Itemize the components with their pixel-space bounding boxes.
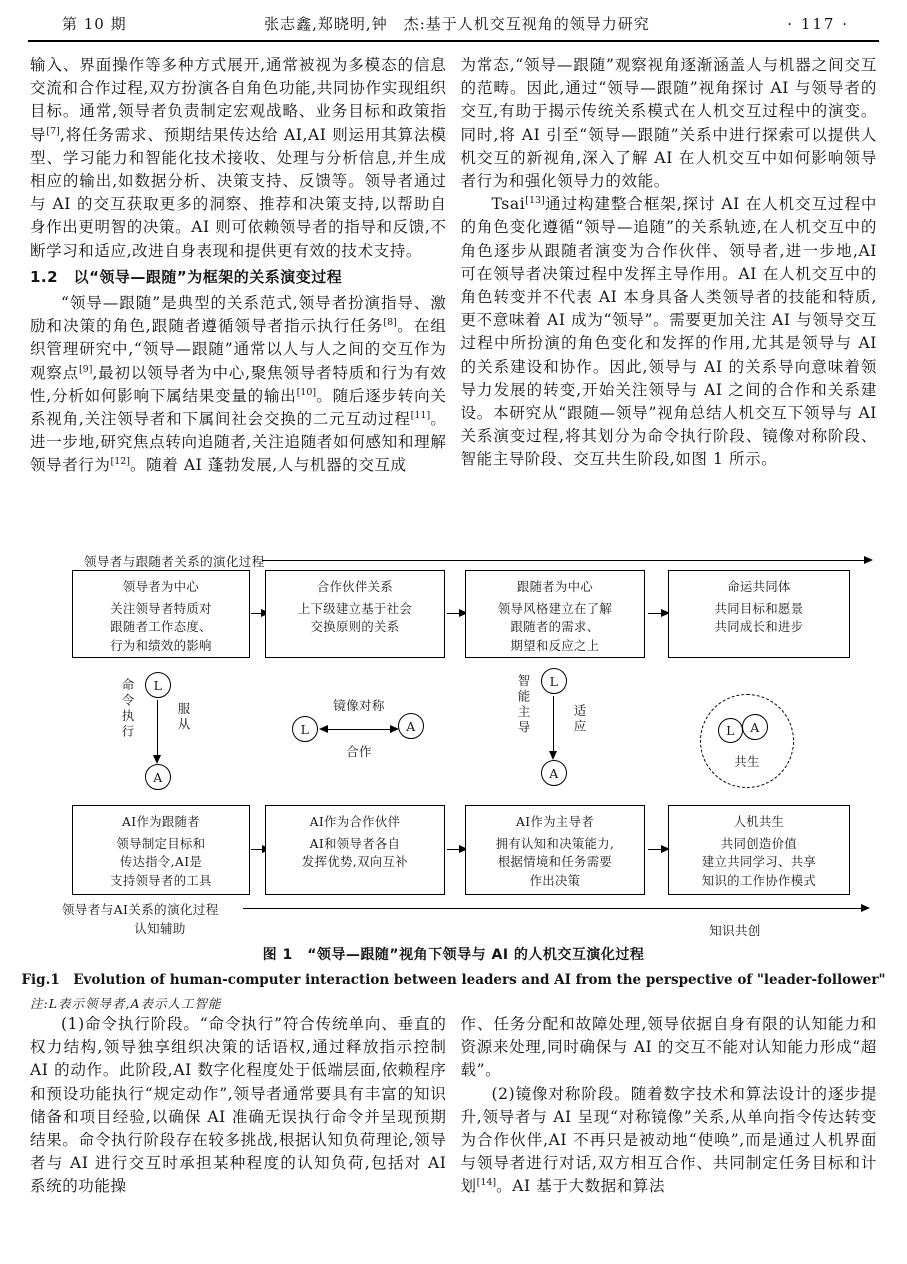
box-line: 关注领导者特质对 bbox=[110, 601, 212, 616]
ai-role-box-partner bbox=[265, 805, 445, 895]
box-arrow bbox=[447, 613, 459, 614]
bottom-axis-label: 领导者与AI关系的演化过程 bbox=[62, 902, 219, 917]
bottom-left-column bbox=[30, 1013, 447, 1229]
stage1-right-label: 服从 bbox=[176, 702, 191, 733]
stage2-top-label: 镜像对称 bbox=[333, 698, 385, 713]
top-axis-label: 领导者与跟随者关系的演化过程 bbox=[84, 554, 265, 569]
leader-node: L bbox=[718, 718, 743, 743]
box-line: 支持领导者的工具 bbox=[110, 873, 212, 888]
paragraph: 输入、界面操作等多种方式展开,通常被视为多模态的信息交流和合作过程,双方扮演各自角色功能,共同协作实现组织目标。通常,领导者负责制定宏观战略、业务目标和政策指导[7],将任务需求、预期结果传达给 AI,AI 则运用其算法模型、学习能力和智能化技术接收、处理与分析信息,并生成相应的输出,如数据分析、决策支持、反馈等。领导者通过与 AI 的交互获取更多的洞察、推荐和决策支持,以帮助自身作出更明智的决策。AI 则可依赖领导者的指导和反馈,不断学习和适应,改进自身表现和提供更有效的技术支持。 bbox=[30, 56, 447, 260]
box-title: 跟随者为中心 bbox=[516, 580, 594, 594]
leader-node: L bbox=[145, 672, 171, 698]
figure-note: 注:L表示领导者,A表示人工智能 bbox=[30, 996, 222, 1011]
stage3-left-label: 智能主导 bbox=[516, 674, 531, 736]
box-line: 作出决策 bbox=[529, 873, 581, 888]
symbiosis-label: 共生 bbox=[734, 755, 760, 769]
top-columns bbox=[30, 54, 877, 546]
evolution-box-follower-centered bbox=[465, 570, 645, 658]
box-line: 跟随者的需求、 bbox=[510, 620, 600, 634]
box-line: 上下级建立基于社会 bbox=[297, 601, 413, 616]
figure-caption-en: Fig.1 Evolution of human-computer interaction between leaders and AI from the perspective of "leader-follower" bbox=[21, 972, 886, 988]
box-line: 传达指令,AI是 bbox=[119, 855, 203, 869]
box-line: 领导制定目标和 bbox=[116, 836, 206, 851]
box-line: 根据情境和任务需要 bbox=[497, 855, 613, 869]
box-arrow bbox=[447, 849, 459, 850]
ai-node: A bbox=[742, 714, 768, 740]
box-arrow bbox=[648, 849, 661, 850]
box-line: 建立共同学习、共享 bbox=[701, 855, 817, 869]
box-line: 行为和绩效的影响 bbox=[110, 638, 212, 653]
ai-role-box-symbiosis bbox=[668, 805, 850, 895]
bottom-axis-right-sublabel: 知识共创 bbox=[709, 923, 761, 938]
stage1-left-label: 命令执行 bbox=[120, 678, 135, 740]
stage3-right-label: 适应 bbox=[572, 704, 587, 735]
box-line: 领导风格建立在了解 bbox=[497, 601, 613, 616]
section-heading-1-2: 1.2 以“领导—跟随”为框架的关系演变过程 bbox=[30, 267, 343, 286]
box-line: 发挥优势,双向互补 bbox=[302, 855, 408, 869]
box-line: 跟随者工作态度、 bbox=[110, 620, 212, 634]
stage2-bottom-label: 合作 bbox=[346, 744, 372, 759]
paragraph: 为常态,“领导—跟随”观察视角逐渐涵盖人与机器之间交互的范畴。因此,通过“领导—跟随”视角探讨 AI 与领导者的交互,有助于揭示传统关系模式在人机交互过程中的演变。同时,将 AI 引至“领导—跟随”关系中进行探索可以提供人机交互的新视角,深入了解 AI 在人机交互中如何影响领导者行为和强化领导力的效能。 bbox=[460, 56, 877, 191]
top-right-column bbox=[461, 54, 878, 546]
paragraph: (1)命令执行阶段。“命令执行”符合传统单向、垂直的权力结构,领导独享组织决策的话语权,通过释放指示控制 AI 的动作。此阶段,AI 数字化程度处于低端层面,依赖程序和预设功能执行“规定动作”,领导者通常要具有丰富的知识储备和项目经验,以确保 AI 准确无误执行命令并呈现预期结果。命令执行阶段存在较多挑战,根据认知负荷理论,领导者与 AI 进行交互时承担某种程度的认知负荷,包括对 AI 系统的功能操 bbox=[30, 1015, 447, 1196]
box-title: AI作为跟随者 bbox=[121, 815, 201, 829]
box-line: 拥有认知和决策能力, bbox=[495, 836, 615, 851]
leader-node: L bbox=[292, 716, 318, 742]
top-axis-arrow bbox=[262, 560, 864, 561]
symbiosis-dashed-circle bbox=[700, 694, 794, 788]
box-line: 期望和反应之上 bbox=[510, 638, 600, 653]
paragraph: “领导—跟随”是典型的关系范式,领导者扮演指导、激励和决策的角色,跟随者遵循领导者指示执行任务[8]。在组织管理研究中,“领导—跟随”通常以人与人之间的交互作为观察点[9],最初以领导者为中心,聚焦领导者特质和行为有效性,分析如何影响下属结果变量的输出[10]。随后逐步转向关系视角,关注领导者和下属间社会交换的二元互动过程[11]。进一步地,研究焦点转向追随者,关注追随者如何感知和理解领导者行为[12]。随着 AI 蓬勃发展,人与机器的交互成 bbox=[30, 294, 447, 475]
leader-node: L bbox=[541, 668, 567, 694]
dominance-arrow-down bbox=[553, 696, 554, 751]
ai-node: A bbox=[541, 760, 567, 786]
ai-node: A bbox=[398, 713, 424, 739]
evolution-box-leader-centered bbox=[72, 570, 250, 658]
header-rule bbox=[28, 40, 879, 42]
command-arrow-down bbox=[157, 700, 158, 755]
bottom-axis-left-sublabel: 认知辅助 bbox=[134, 921, 186, 936]
bottom-right-column bbox=[461, 1013, 878, 1229]
figure-1-diagram bbox=[0, 552, 907, 942]
box-title: 命运共同体 bbox=[727, 580, 791, 594]
box-title: 人机共生 bbox=[733, 815, 785, 829]
box-line: 共同目标和愿景 bbox=[714, 601, 804, 616]
box-line: AI和领导者各自 bbox=[309, 836, 401, 851]
bottom-axis-arrow bbox=[243, 908, 861, 909]
box-arrow bbox=[251, 849, 262, 850]
box-line: 交换原则的关系 bbox=[310, 620, 400, 634]
paragraph: (2)镜像对称阶段。随着数字技术和算法设计的逐步提升,领导者与 AI 呈现“对称镜像”关系,从单向指令传达转变为合作伙伴,AI 不再只是被动地“使唤”,而是通过人机界面与领导者进行对话,双方相互合作、共同制定任务目标和计划[14]。AI 基于大数据和算法 bbox=[460, 1084, 877, 1196]
box-title: 合作伙伴关系 bbox=[316, 580, 394, 594]
mirror-double-arrow bbox=[328, 729, 390, 730]
box-line: 共同成长和进步 bbox=[714, 620, 804, 634]
bottom-columns bbox=[30, 1013, 877, 1229]
top-left-column bbox=[30, 54, 447, 546]
box-line: 共同创造价值 bbox=[720, 836, 798, 851]
box-line: 知识的工作协作模式 bbox=[701, 873, 817, 888]
ai-role-box-dominant bbox=[465, 805, 645, 895]
box-arrow bbox=[251, 613, 261, 614]
box-title: AI作为主导者 bbox=[515, 815, 595, 829]
figure-caption-zh: 图 1 “领导—跟随”视角下领导与 AI 的人机交互演化过程 bbox=[262, 947, 645, 963]
issue-label: 第 10 期 bbox=[62, 15, 127, 33]
ai-node: A bbox=[145, 764, 171, 790]
running-title: 张志鑫,郑晓明,钟 杰:基于人机交互视角的领导力研究 bbox=[264, 15, 650, 33]
evolution-box-community bbox=[668, 570, 850, 658]
page-number: · 117 · bbox=[787, 15, 849, 33]
page-header bbox=[30, 13, 877, 34]
box-arrow bbox=[648, 613, 661, 614]
paragraph: 作、任务分配和故障处理,领导依据自身有限的认知能力和资源来处理,同时确保与 AI 的交互不能对认知能力形成“超载”。 bbox=[460, 1015, 877, 1080]
paragraph: Tsai[13]通过构建整合框架,探讨 AI 在人机交互过程中的角色变化遵循“领导—追随”的关系轨迹,在人机交互中的角色逐步从跟随者演变为合作伙伴、领导者,进一步地,AI 可在领导者决策过程中发挥主导作用。AI 在人机交互中的角色转变并不代表 AI 本身具备人类领导者的技能和特质,更不意味着 AI 成为“领导”。需要更加关注 AI 与领导交互过程中所扮演的角色变化和发挥的作用,尤其是领导与 AI 的关系建设和协作。因此,领导与 AI 的关系导向意味着领导力发展的转变,开始关注领导与 AI 之间的合作和关系建设。本研究从“跟随—领导”视角总结人机交互下领导与 AI 关系演变过程,将其划分为命令执行阶段、镜像对称阶段、智能主导阶段、交互共生阶段,如图 1 所示。 bbox=[460, 195, 877, 469]
evolution-box-partnership bbox=[265, 570, 445, 658]
box-title: 领导者为中心 bbox=[122, 580, 200, 594]
box-title: AI作为合作伙伴 bbox=[309, 815, 401, 829]
ai-role-box-follower bbox=[72, 805, 250, 895]
